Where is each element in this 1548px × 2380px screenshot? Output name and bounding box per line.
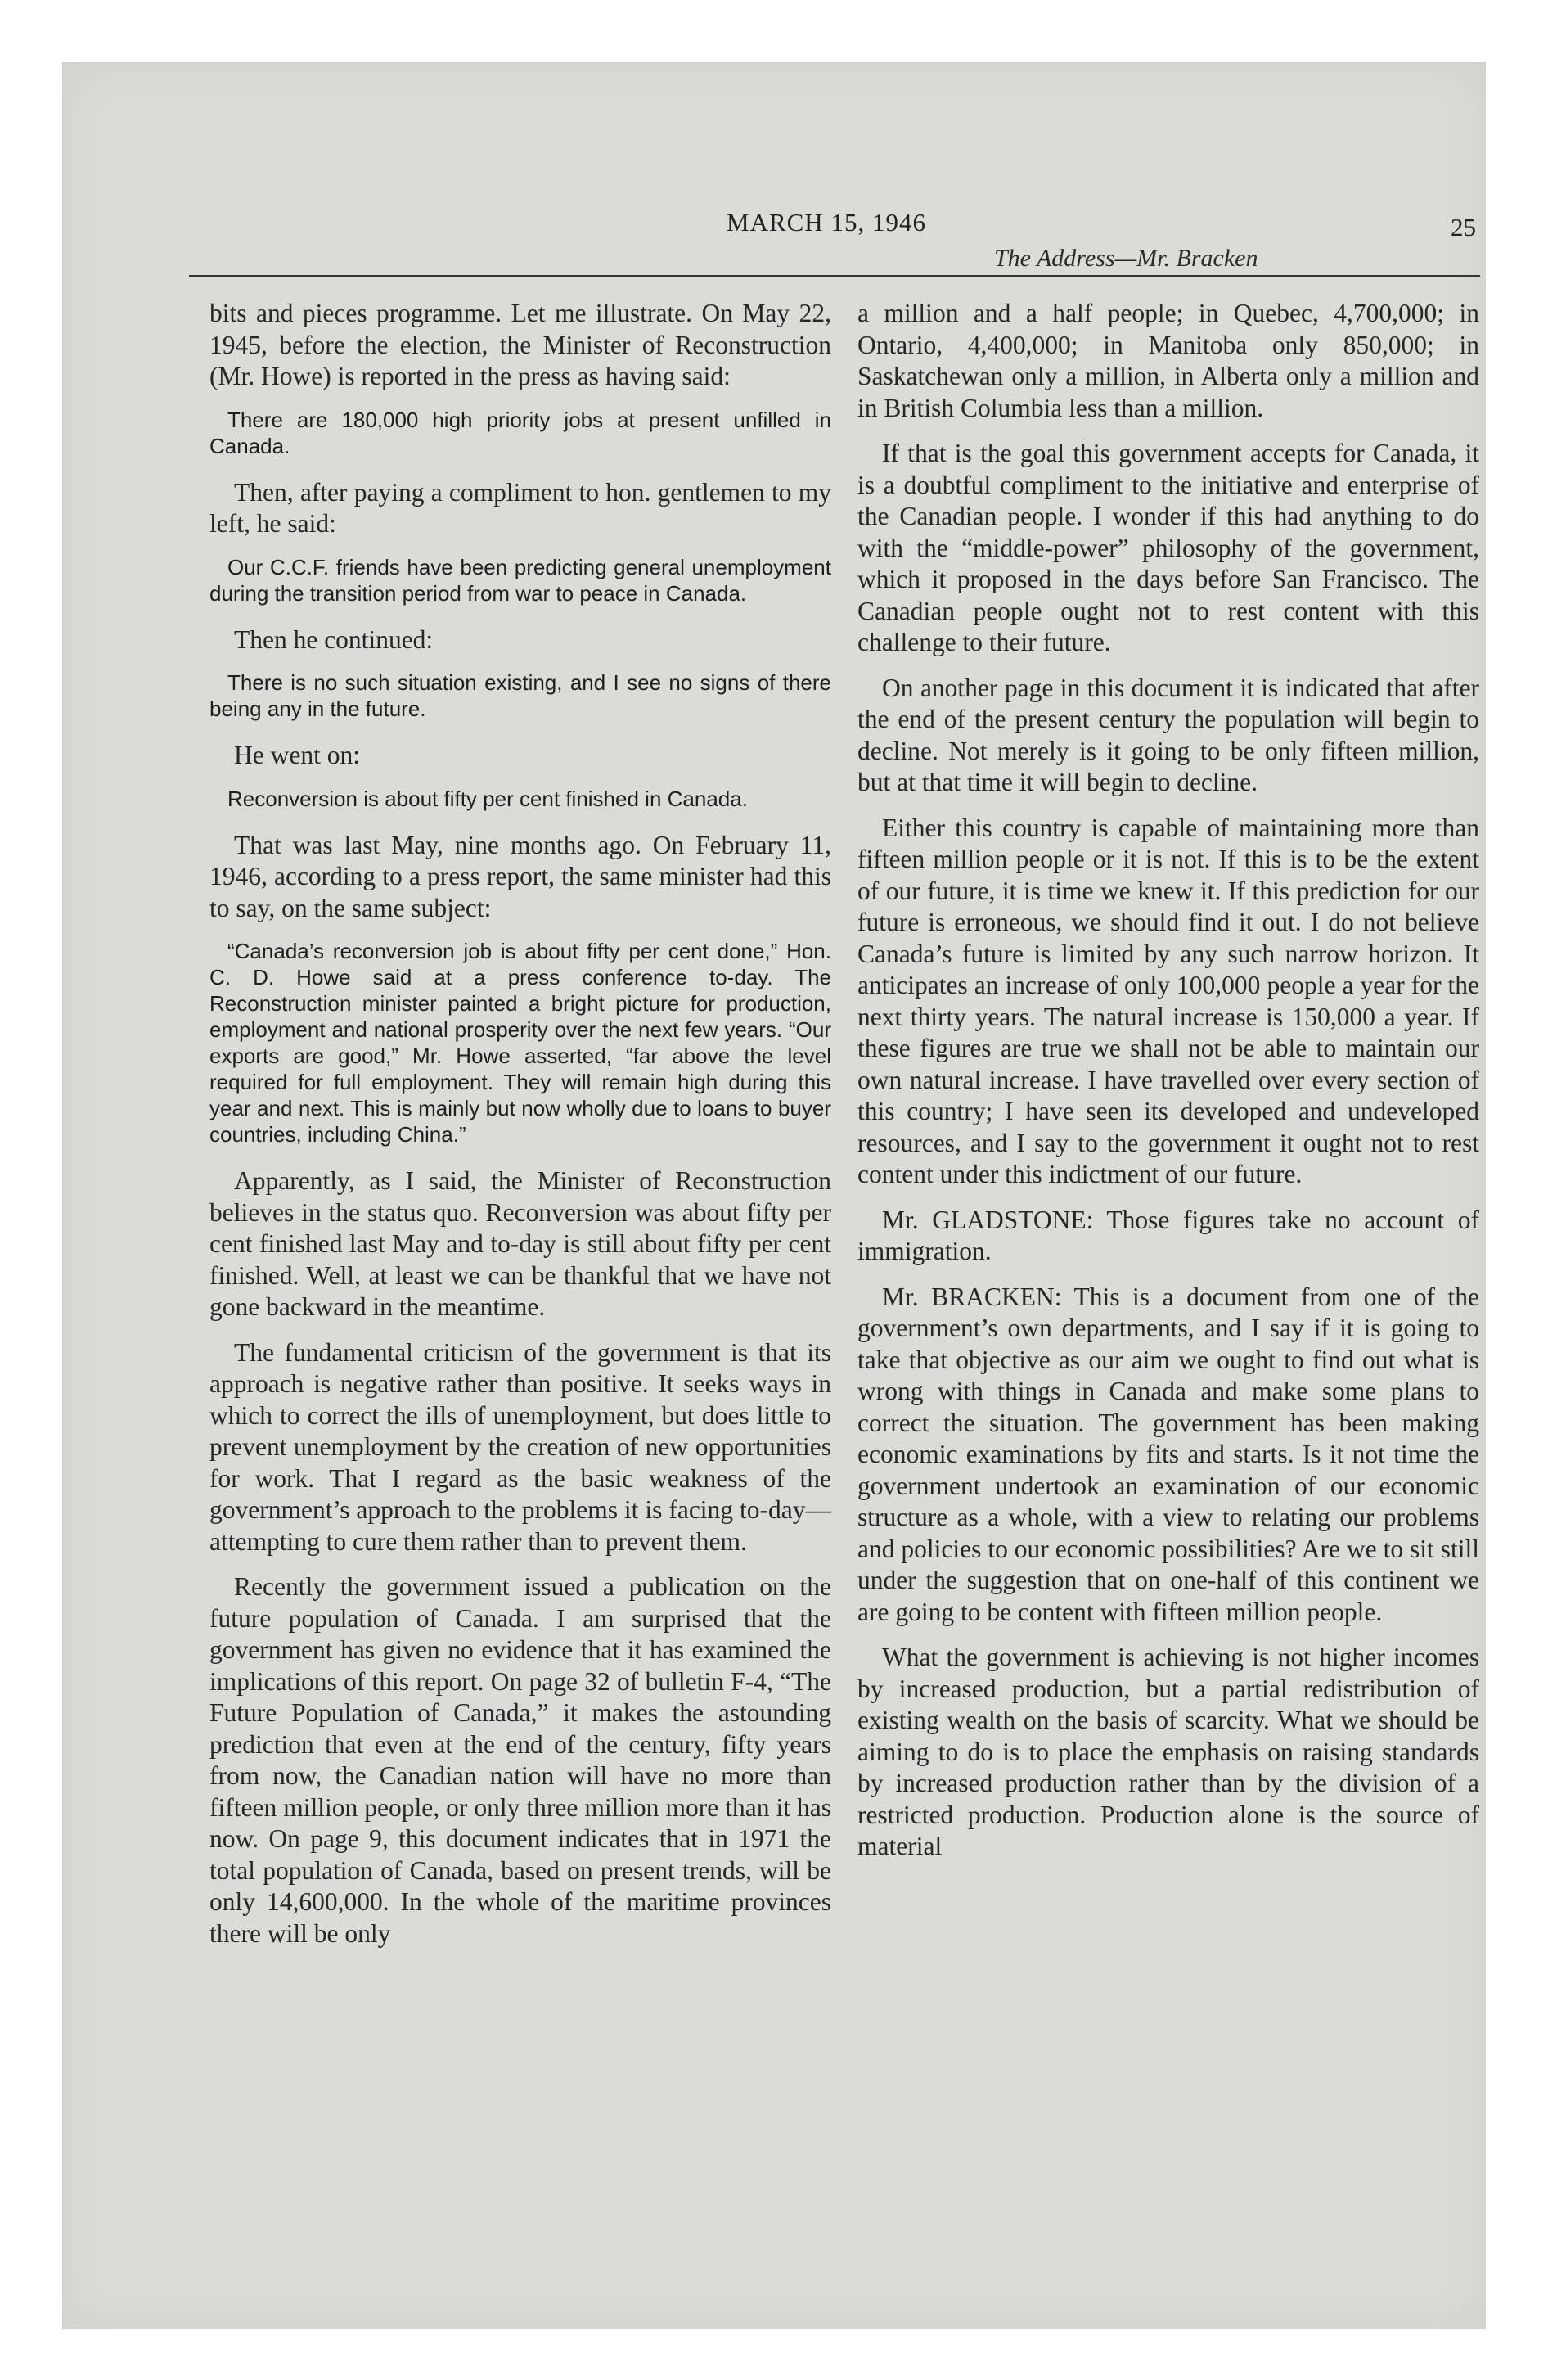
scanned-page <box>62 62 1486 2329</box>
paragraph: That was last May, nine months ago. On February 11, 1946, according to a press report, the same minister had this to say, on the same subject: <box>209 830 831 922</box>
paragraph: Then he continued: <box>234 624 434 654</box>
speaker-paragraph: Mr. BRACKEN: This is a document from one of the government’s own departments, and I say if it is going to take that objective as our aim we ought to find out what is wrong with things in Canada and make some plans to correct the situation. The government has been making economic examinations by fits and starts. Is it not time the government undertook an examination of our economic structure as a whole, with a view to relating our problems and policies to our economic possibilities? Are we to sit still under the suggestion that on one-half of this continent we are going to be content with fifteen million people. <box>857 1282 1479 1626</box>
block-quote: Our C.C.F. friends have been predicting general unemployment during the transition period from war to peace in Canada. <box>209 554 831 606</box>
paragraph: bits and pieces programme. Let me illustrate. On May 22, 1945, before the election, the Minister of Reconstruction (Mr. Howe) is reported in the press as having said: <box>209 299 831 390</box>
block-quote: Reconversion is about fifty per cent finished in Canada. <box>227 786 748 811</box>
block-quote: There is no such situation existing, and I see no signs of there being any in the future. <box>209 670 831 721</box>
paragraph: Either this country is capable of maintaining more than fifteen million people or it is not. If this is to be the extent of our future, it is time we knew it. If this prediction for our future is erroneous, we should find it out. I do not believe Canada’s future is limited by any such narrow horizon. It anticipates an increase of only 100,000 people a year for the next thirty years. The natural increase is 150,000 a year. If these figures are true we shall not be able to maintain our own natural increase. I have travelled over every section of this country; I have seen its developed and undeveloped resources, and I say to the government it ought not to rest content under this indictment of our future. <box>857 813 1479 1188</box>
paragraph: Recently the government issued a publication on the future population of Canada. I am surprised that the government has given no evidence that it has examined the implications of this report. On page 32 of bulletin F-4, “The Future Population of Canada,” it makes the astounding prediction that even at the end of the century, fifty years from now, the Canadian nation will have no more than fifteen million people, or only three million more than it has now. On page 9, this document indicates that in 1971 the total population of Canada, based on present trends, will be only 14,600,000. In the whole of the maritime provinces there will be only <box>209 1572 831 1948</box>
paragraph: If that is the goal this government accepts for Canada, it is a doubtful compliment to the initiative and enterprise of the Canadian people. I wonder if this had anything to do with the “middle-power” philosophy of the government, which it proposed in the days before San Francisco. The Canadian people ought not to rest content with this challenge to their future. <box>857 439 1479 656</box>
page-number: 25 <box>1451 213 1476 241</box>
paragraph: Apparently, as I said, the Minister of Reconstruction believes in the status quo. Reconversion was about fifty per cent finished last May and to-day is still about fifty per cent finished. Well, at least we can be thankful that we have not gone backward in the meantime. <box>209 1166 831 1321</box>
paragraph: Then, after paying a compliment to hon. gentlemen to my left, he said: <box>209 477 831 538</box>
paragraph: The fundamental criticism of the government is that its approach is negative rather than positive. It seeks ways in which to correct the ills of unemployment, but does little to prevent unemployment by the creation of new opportunities for work. That I regard as the basic weakness of the government’s approach to the problems it is facing to-day—attempting to cure them rather than to prevent them. <box>209 1337 831 1556</box>
right-column <box>857 298 1479 1877</box>
paragraph: What the government is achieving is not higher incomes by increased production, but a partial redistribution of existing wealth on the basis of scarcity. What we should be aiming to do is to place the emphasis on raising standards by increased production rather than by the division of a restricted production. Production alone is the source of material <box>857 1643 1479 1860</box>
block-quote: “Canada’s reconversion job is about fifty per cent done,” Hon. C. D. Howe said at a press conference to-day. The Reconstruction minister painted a bright picture for production, employment and national prosperity over the next few years. “Our exports are good,” Mr. Howe asserted, “far above the level required for full employment. They will remain high during this year and next. This is mainly but now wholly due to loans to buyer countries, including China.” <box>209 939 831 1147</box>
paragraph: a million and a half people; in Quebec, 4,700,000; in Ontario, 4,400,000; in Manitoba only 850,000; in Saskatchewan only a million, in Alberta only a million and in British Columbia less than a million. <box>857 299 1479 422</box>
speaker-paragraph: Mr. GLADSTONE: Those figures take no account of immigration. <box>857 1205 1479 1265</box>
paragraph: On another page in this document it is indicated that after the end of the present century the population will begin to decline. Not merely is it going to be only fifteen million, but at that time it will begin to decline. <box>857 673 1479 796</box>
page-date-header: MARCH 15, 1946 <box>727 208 926 237</box>
running-title: The Address—Mr. Bracken <box>994 245 1258 272</box>
left-column <box>209 298 831 1963</box>
block-quote: There are 180,000 high priority jobs at present unfilled in Canada. <box>209 407 831 458</box>
header-rule <box>189 275 1480 277</box>
paragraph: He went on: <box>234 741 360 769</box>
